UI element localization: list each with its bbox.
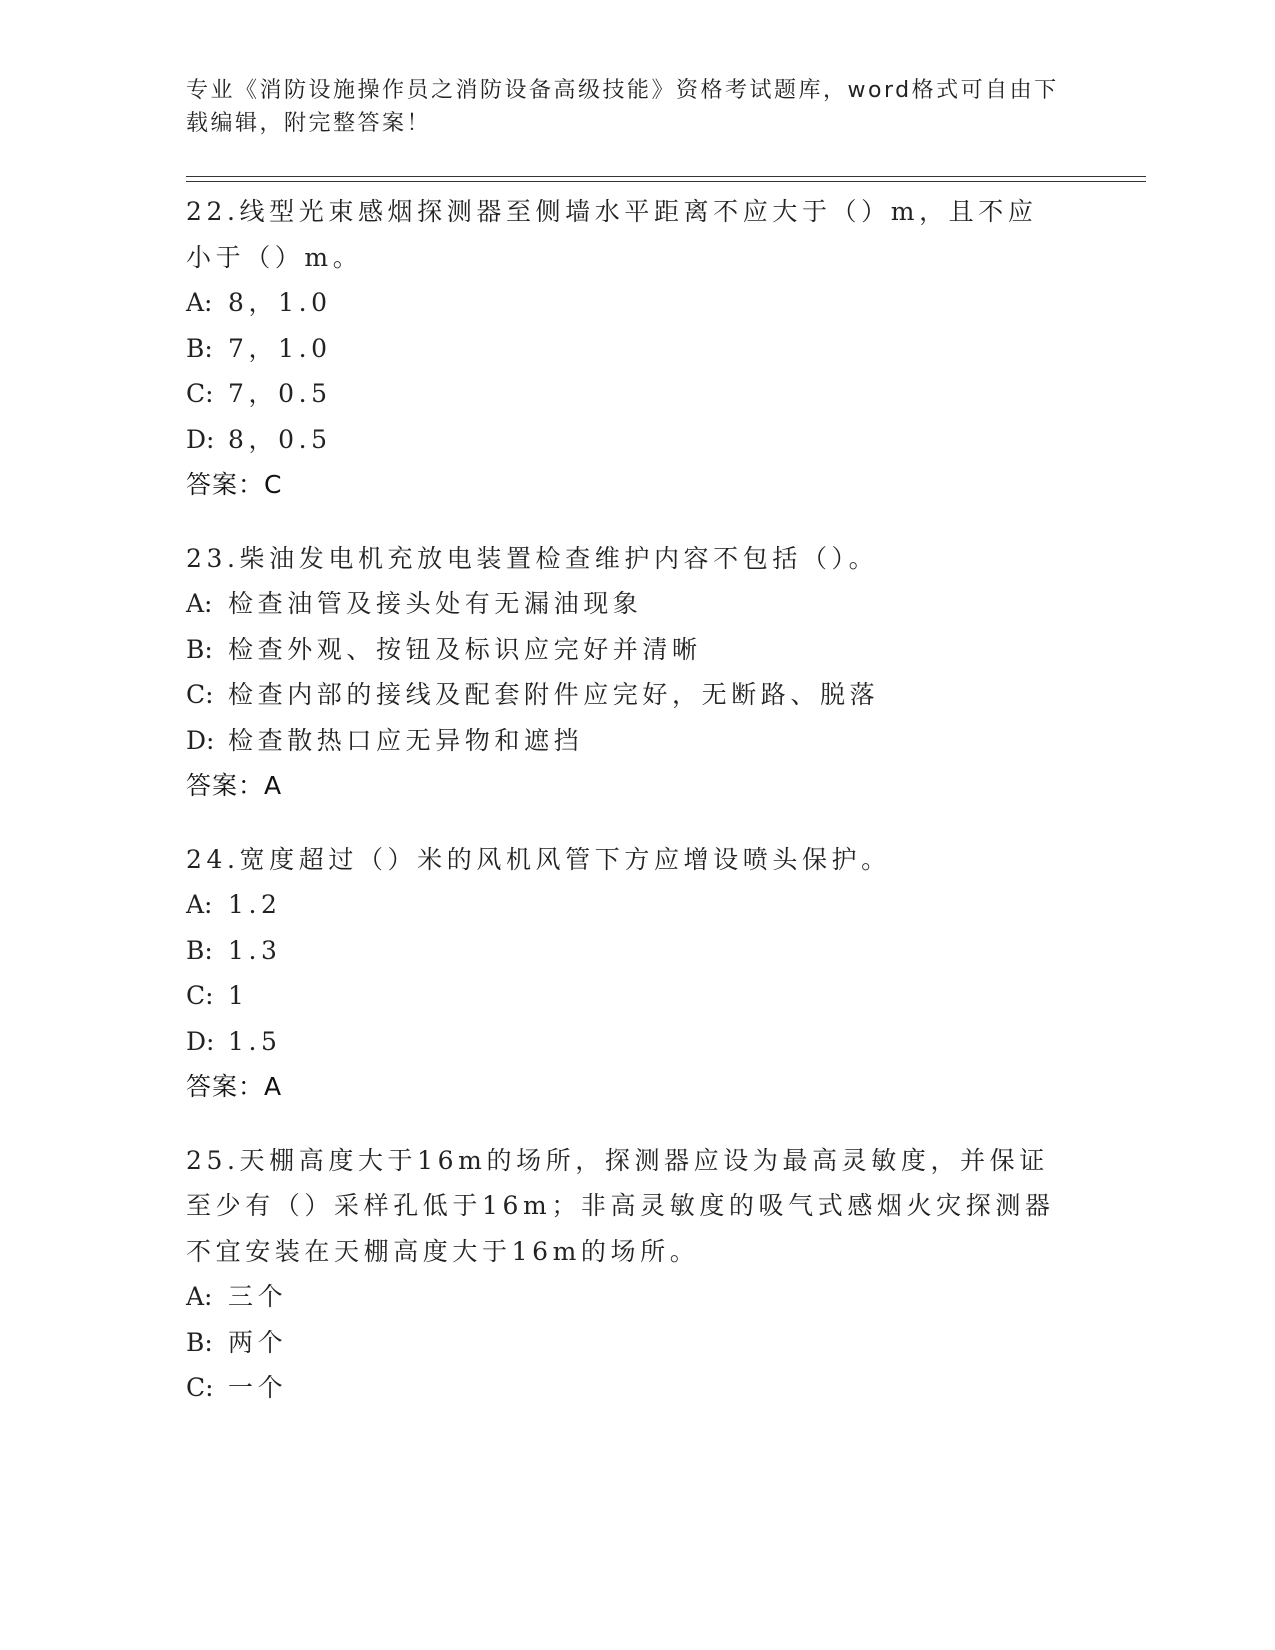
answer-line: 答案：C bbox=[186, 470, 283, 499]
option-a bbox=[186, 1274, 1106, 1320]
option-d bbox=[186, 1019, 1106, 1065]
question-list bbox=[186, 189, 1106, 1439]
header-line-1: 专业《消防设施操作员之消防设备高级技能》资格考试题库，word格式可自由下 bbox=[186, 78, 1059, 103]
option-text: 检查外观、按钮及标识应完好并清晰 bbox=[228, 634, 702, 664]
question-24 bbox=[186, 837, 1106, 1110]
option-c bbox=[186, 973, 1106, 1019]
option-letter: D: bbox=[186, 1026, 215, 1056]
option-letter: B: bbox=[186, 935, 213, 965]
document-header bbox=[186, 74, 1086, 140]
option-c bbox=[186, 371, 1106, 417]
question-22 bbox=[186, 189, 1106, 508]
question-text: 24.宽度超过（）米的风机风管下方应增设喷头保护。 bbox=[186, 844, 891, 874]
option-letter: B: bbox=[186, 634, 213, 664]
question-23 bbox=[186, 536, 1106, 809]
option-text: 三个 bbox=[228, 1282, 288, 1311]
answer-line: 答案：A bbox=[186, 771, 283, 800]
option-text: 1.5 bbox=[228, 1026, 282, 1056]
option-letter: A: bbox=[186, 1282, 213, 1311]
option-text: 1.3 bbox=[228, 935, 282, 965]
option-letter: C: bbox=[186, 680, 214, 709]
option-d bbox=[186, 718, 1106, 764]
option-letter: B: bbox=[186, 333, 213, 363]
option-text: 7，0.5 bbox=[228, 379, 332, 408]
option-letter: A: bbox=[186, 288, 213, 317]
option-text: 1.2 bbox=[228, 890, 282, 919]
header-line-2: 载编辑，附完整答案！ bbox=[186, 111, 432, 136]
question-text: 25.天棚高度大于16m的场所，探测器应设为最高灵敏度，并保证至少有（）采样孔低于16m；非高灵敏度的吸气式感烟火灾探测器不宜安装在天棚高度大于16m的场所。 bbox=[186, 1145, 1055, 1266]
option-text: 一个 bbox=[228, 1373, 288, 1402]
option-text: 检查油管及接头处有无漏油现象 bbox=[228, 589, 643, 618]
option-b bbox=[186, 928, 1106, 974]
header-divider-bottom bbox=[186, 181, 1146, 182]
option-text: 两个 bbox=[228, 1327, 288, 1357]
option-c bbox=[186, 672, 1106, 718]
question-25 bbox=[186, 1138, 1106, 1411]
option-text: 检查内部的接线及配套附件应完好，无断路、脱落 bbox=[228, 680, 880, 709]
option-text: 8，0.5 bbox=[228, 424, 332, 454]
option-text: 检查散热口应无异物和遮挡 bbox=[228, 725, 584, 755]
option-letter: C: bbox=[186, 379, 214, 408]
option-a bbox=[186, 280, 1106, 326]
header-divider-top bbox=[186, 176, 1146, 177]
option-b bbox=[186, 1320, 1106, 1366]
option-c bbox=[186, 1365, 1106, 1411]
option-letter: A: bbox=[186, 589, 213, 618]
question-text: 23.柴油发电机充放电装置检查维护内容不包括（）。 bbox=[186, 543, 879, 573]
option-text: 7，1.0 bbox=[228, 333, 332, 363]
question-text: 22.线型光束感烟探测器至侧墙水平距离不应大于（）m，且不应小于（）m。 bbox=[186, 197, 1038, 272]
option-letter: A: bbox=[186, 890, 213, 919]
option-text: 1 bbox=[228, 981, 249, 1010]
option-a bbox=[186, 882, 1106, 928]
option-letter: B: bbox=[186, 1327, 213, 1357]
option-b bbox=[186, 627, 1106, 673]
option-text: 8，1.0 bbox=[228, 288, 332, 317]
option-letter: D: bbox=[186, 424, 215, 454]
option-a bbox=[186, 581, 1106, 627]
option-b bbox=[186, 326, 1106, 372]
option-letter: C: bbox=[186, 1373, 214, 1402]
option-letter: D: bbox=[186, 725, 215, 755]
answer-line: 答案：A bbox=[186, 1072, 283, 1101]
option-letter: C: bbox=[186, 981, 214, 1010]
option-d bbox=[186, 417, 1106, 463]
